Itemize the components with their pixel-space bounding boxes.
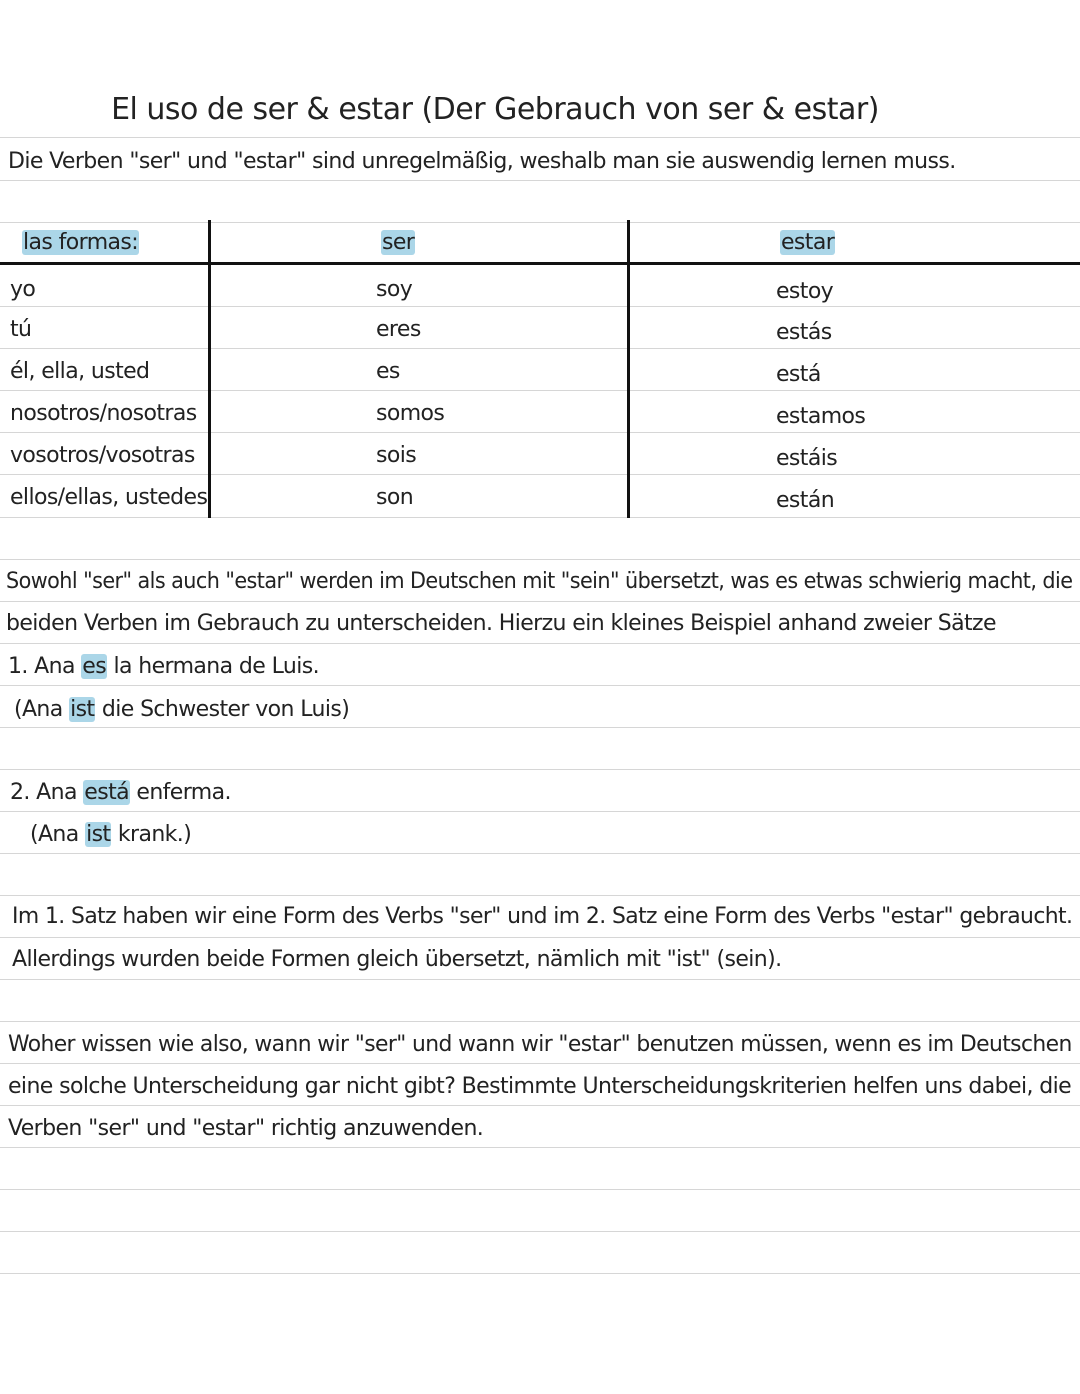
table-header-cell: ser [382, 230, 415, 255]
table-cell-ser: somos [376, 401, 445, 426]
table-cell-estar: están [776, 488, 835, 513]
table-cell-pronoun: ellos/ellas, ustedes [10, 485, 208, 510]
table-header-divider [0, 262, 1080, 265]
example-sentence-2: 2. Ana está enferma. [10, 780, 231, 805]
page-title: El uso de ser & estar (Der Gebrauch von ser & estar) [111, 92, 879, 127]
ruled-line [0, 937, 1080, 938]
paragraph-line: eine solche Unterscheidung gar nicht gibt? Bestimmte Unterscheidungskriterien helfen uns dabei, die [8, 1074, 1072, 1099]
ruled-line [0, 895, 1080, 896]
table-cell-pronoun: él, ella, usted [10, 359, 150, 384]
ruled-line [0, 180, 1080, 181]
ruled-line [0, 1105, 1080, 1106]
ruled-line [0, 811, 1080, 812]
ruled-line [0, 1273, 1080, 1274]
ruled-line [0, 137, 1080, 138]
highlighted-verb: ist [86, 822, 111, 847]
table-cell-estar: está [776, 362, 821, 387]
ruled-line [0, 559, 1080, 560]
table-header-cell: las formas: [23, 230, 139, 255]
table-column-divider [627, 220, 630, 518]
example-sentence-1: 1. Ana es la hermana de Luis. [8, 654, 319, 679]
ruled-line [0, 474, 1080, 475]
table-cell-ser: es [376, 359, 400, 384]
example-translation-1: (Ana ist die Schwester von Luis) [14, 697, 350, 722]
paragraph-line: Verben "ser" und "estar" richtig anzuwenden. [8, 1116, 484, 1141]
table-cell-pronoun: nosotros/nosotras [10, 401, 197, 426]
table-cell-ser: eres [376, 317, 421, 342]
table-cell-estar: estoy [776, 279, 834, 304]
ruled-line [0, 769, 1080, 770]
paragraph-line: Woher wissen wie also, wann wir "ser" und wann wir "estar" benutzen müssen, wenn es im Deutschen [8, 1032, 1072, 1057]
ruled-line [0, 1021, 1080, 1022]
ruled-line [0, 222, 1080, 223]
highlighted-verb: ist [70, 697, 95, 722]
table-cell-pronoun: yo [10, 277, 36, 302]
paragraph-line: Allerdings wurden beide Formen gleich übersetzt, nämlich mit "ist" (sein). [12, 947, 782, 972]
table-cell-ser: soy [376, 277, 413, 302]
ruled-line [0, 685, 1080, 686]
table-cell-estar: estás [776, 320, 832, 345]
paragraph-line: beiden Verben im Gebrauch zu unterscheiden. Hierzu ein kleines Beispiel anhand zweier Sätze [6, 611, 996, 636]
highlighted-verb: es [82, 654, 107, 679]
example-translation-2: (Ana ist krank.) [30, 822, 192, 847]
highlighted-verb: está [84, 780, 129, 805]
ruled-line [0, 1147, 1080, 1148]
table-cell-ser: sois [376, 443, 417, 468]
ruled-line [0, 432, 1080, 433]
table-column-divider [208, 220, 211, 518]
table-header-cell: estar [781, 230, 835, 255]
ruled-line [0, 517, 1080, 518]
paragraph-line: Im 1. Satz haben wir eine Form des Verbs "ser" und im 2. Satz eine Form des Verbs "estar" gebraucht. [12, 904, 1073, 929]
ruled-line [0, 643, 1080, 644]
ruled-line [0, 853, 1080, 854]
table-cell-pronoun: vosotros/vosotras [10, 443, 195, 468]
table-cell-pronoun: tú [10, 317, 32, 342]
ruled-line [0, 306, 1080, 307]
ruled-line [0, 348, 1080, 349]
intro-text: Die Verben "ser" und "estar" sind unregelmäßig, weshalb man sie auswendig lernen muss. [8, 149, 956, 174]
ruled-line [0, 601, 1080, 602]
ruled-line [0, 979, 1080, 980]
ruled-line [0, 1189, 1080, 1190]
ruled-line [0, 1063, 1080, 1064]
table-cell-ser: son [376, 485, 414, 510]
table-cell-estar: estamos [776, 404, 866, 429]
ruled-line [0, 390, 1080, 391]
ruled-line [0, 727, 1080, 728]
table-cell-estar: estáis [776, 446, 838, 471]
paragraph-line: Sowohl "ser" als auch "estar" werden im Deutschen mit "sein" übersetzt, was es etwas schwierig macht, die [6, 569, 1073, 594]
ruled-line [0, 1231, 1080, 1232]
